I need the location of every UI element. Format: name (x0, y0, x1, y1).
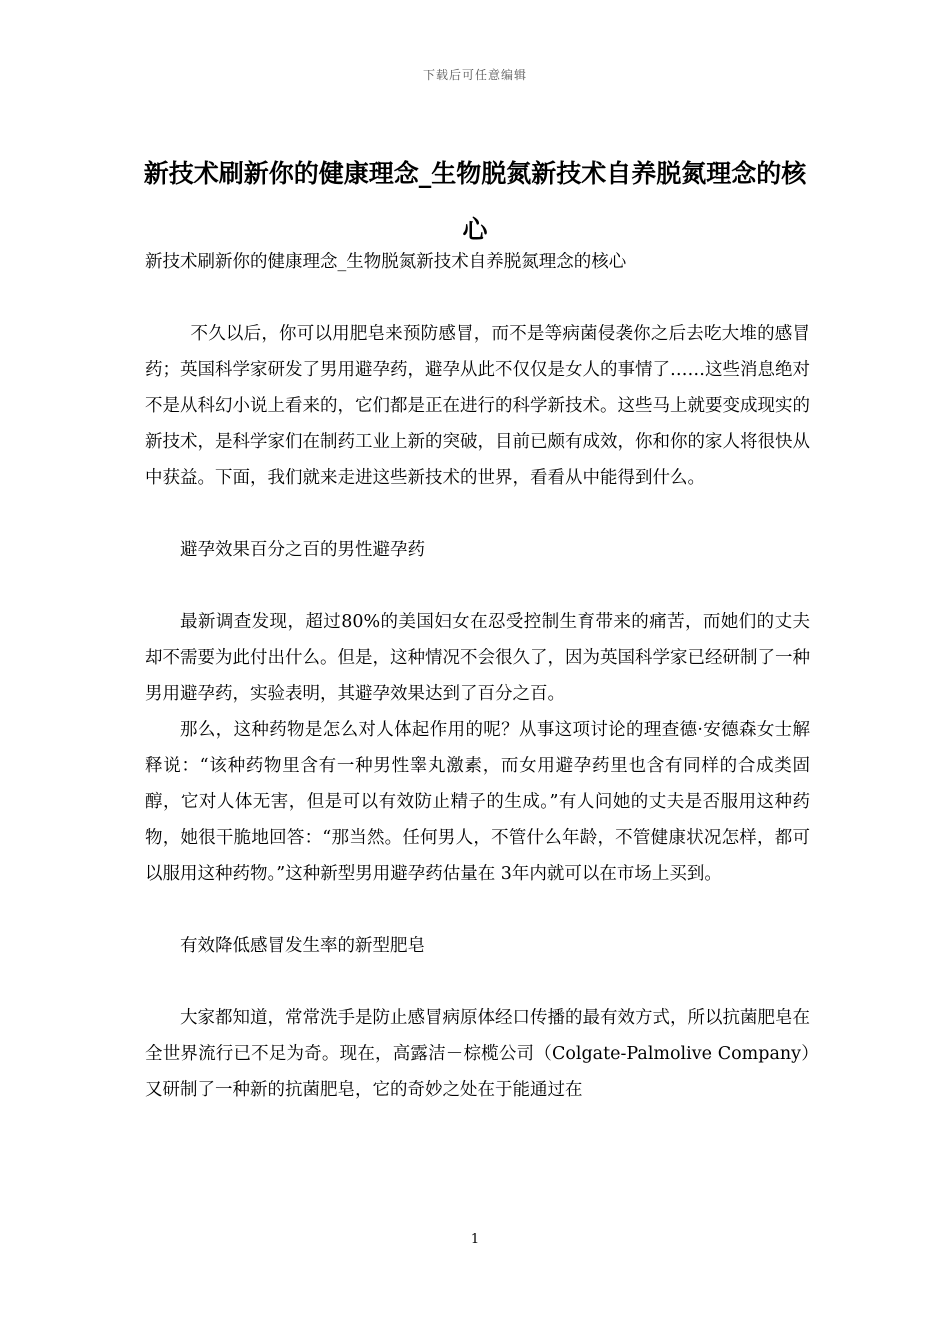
section1-paragraph-1: 最新调查发现，超过80%的美国妇女在忍受控制生育带来的痛苦，而她们的丈夫却不需要为此付出什么。但是，这种情况不会很久了，因为英国科学家已经研制了一种男用避孕药，实验表明，其避孕效果达到了百分之百。 (145, 612, 810, 704)
section1-paragraph-2: 那么，这种药物是怎么对人体起作用的呢？从事这项讨论的理查德·安德森女士解释说：“该种药物里含有一种男性睾丸激素，而女用避孕药里也含有同样的合成类固醇，它对人体无害，但是可以有效防止精子的生成。”有人问她的丈夫是否服用这种药物，她很干脆地回答：“那当然。任何男人，不管什么年龄，不管健康状况怎样，都可以服用这种药物。”这种新型男用避孕药估量在 3年内就可以在市场上买到。 (145, 720, 810, 884)
page-number: 1 (470, 1232, 480, 1247)
section2-paragraph-1: 大家都知道，常常洗手是防止感冒病原体经口传播的最有效方式，所以抗菌肥皂在全世界流行已不足为奇。现在，高露洁－棕榄公司（Colgate-Palmolive Company）又研制了一种新的抗菌肥皂，它的奇妙之处在于能通过在 (145, 1008, 810, 1100)
paragraph-gap (145, 568, 810, 604)
paragraph-gap (145, 280, 810, 316)
subtitle-line: 新技术刷新你的健康理念_生物脱氮新技术自养脱氮理念的核心 (145, 252, 627, 272)
document-body (145, 244, 810, 1108)
paragraph-gap (145, 964, 810, 1000)
paragraph-gap (145, 892, 810, 928)
paragraph-gap (145, 496, 810, 532)
document-title: 新技术刷新你的健康理念_生物脱氮新技术自养脱氮理念的核心 (143, 159, 807, 244)
section-heading-soap: 有效降低感冒发生率的新型肥皂 (180, 936, 425, 956)
page-header-note: 下载后可任意编辑 (422, 68, 527, 82)
section-heading-contraceptive: 避孕效果百分之百的男性避孕药 (180, 540, 425, 560)
intro-paragraph: 不久以后，你可以用肥皂来预防感冒，而不是等病菌侵袭你之后去吃大堆的感冒药；英国科学家研发了男用避孕药，避孕从此不仅仅是女人的事情了……这些消息绝对不是从科幻小说上看来的，它们都是正在进行的科学新技术。这些马上就要变成现实的新技术，是科学家们在制药工业上新的突破，目前已颇有成效，你和你的家人将很快从中获益。下面，我们就来走进这些新技术的世界，看看从中能得到什么。 (145, 324, 810, 488)
